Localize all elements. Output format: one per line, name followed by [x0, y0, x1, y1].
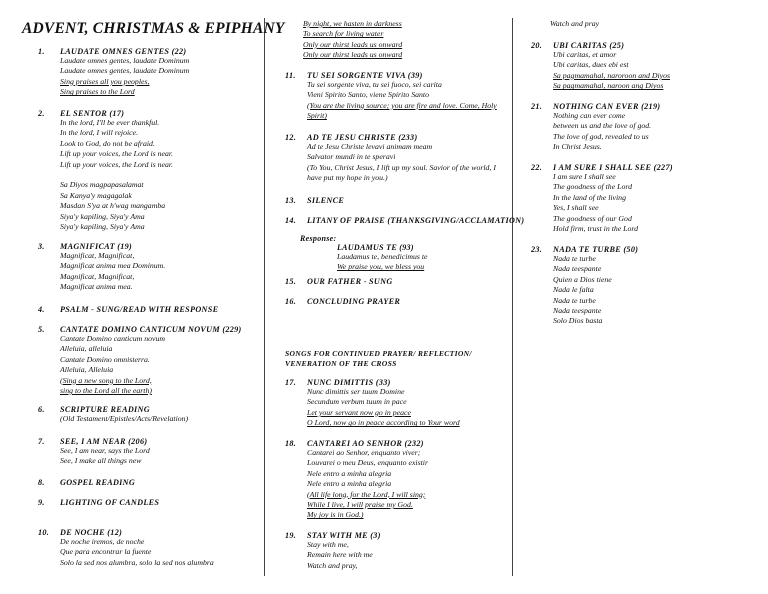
lyric-line: Nunc dimittis ser tuum Domine [307, 387, 405, 396]
song-item [38, 437, 150, 467]
song-heading [285, 277, 393, 286]
song-title: GOSPEL READING [60, 478, 136, 487]
item-number: 17. [285, 378, 297, 387]
song-heading [531, 245, 638, 254]
song-item [285, 196, 344, 205]
song-heading [38, 109, 173, 118]
lyric-line: The goodness of our God [553, 213, 632, 223]
song-title: SCRIPTURE READING [60, 405, 150, 414]
lyric-line: Only our thirst leads us onward [303, 50, 403, 60]
song-title: SILENCE [307, 196, 345, 205]
lyric-line: Magnificat anima mea Dominum. [60, 261, 166, 271]
lyric-line: between us and the love of god. [553, 121, 652, 131]
song-item [531, 163, 673, 234]
song-title: SEE, I AM NEAR (206) [60, 437, 148, 446]
song-heading [38, 405, 188, 414]
item-number: 15. [285, 277, 297, 286]
song-heading [285, 71, 497, 80]
lyric-line: (To You, Christ Jesus, I lift up my soul. Savior of the world, I [307, 162, 496, 172]
item-number: 3. [38, 242, 45, 251]
lyric-line: Sa Kanya'y magagalak [60, 190, 132, 200]
lyric-line: In the lord, I'll be ever thankful. [60, 118, 160, 127]
lyric-line: I am sure I shall see [553, 172, 616, 181]
item-number: 2. [38, 109, 45, 118]
item-number: 20. [531, 41, 543, 50]
lyric-line: Que para encontrar la fuente [60, 547, 152, 557]
lyric-line: Nothing can ever come [553, 111, 626, 120]
litany-song-title: LAUDAMUS TE (93) [337, 243, 414, 252]
lyric-line: Louvarei o meu Deus, enquanto existir [307, 458, 428, 468]
lyric-line: Sa pagmamahal, naroroon and Diyos [553, 70, 671, 80]
lyric-line: Watch and pray, [307, 560, 358, 570]
song-title: STAY WITH ME (3) [307, 531, 381, 540]
song-title: OUR FATHER - SUNG [307, 277, 393, 286]
lyric-line: See, I make all things new [60, 456, 142, 466]
song-heading [38, 528, 214, 537]
song-heading [285, 216, 524, 225]
song-item [38, 498, 159, 507]
song-title: PSALM - SUNG/READ WITH RESPONSE [60, 305, 219, 314]
song-heading [531, 102, 660, 111]
lyric-line: Secundum verbum tuum in pace [307, 397, 407, 407]
song-item [38, 242, 165, 293]
song-heading [38, 498, 159, 507]
lyric-line: Tu sei sorgente viva, tu sei fuoco, sei carita [307, 80, 442, 89]
song-item [38, 305, 218, 314]
lyric-line: Solo Dios basta [553, 316, 603, 326]
lyric-line: Laudate omnes gentes, laudate Dominum [60, 66, 190, 76]
item-number: 4. [38, 305, 45, 314]
song-title: TU SEI SORGENTE VIVA (39) [307, 71, 423, 80]
lyric-line: Cantate Domino omnisterra. [60, 354, 150, 364]
litany-line: We praise you, we bless you [337, 262, 425, 272]
song-heading [285, 133, 496, 142]
lyric-line: Quien a Dios tiene [553, 274, 612, 284]
item-number: 22. [531, 163, 543, 172]
song-item [285, 439, 428, 521]
song-title: NOTHING CAN EVER (219) [553, 102, 661, 111]
item-number: 19. [285, 531, 297, 540]
lyric-line [38, 170, 173, 180]
song-item [531, 245, 638, 327]
item-number: 18. [285, 439, 297, 448]
lyric-line: Cantate Domino canticum novum [60, 334, 166, 343]
song-title: CANTAREI AO SENHOR (232) [307, 439, 424, 448]
lyric-line: The goodness of the Lord [553, 182, 632, 192]
column-divider-left [264, 18, 265, 576]
lyric-line: In the lord, I will rejoice. [60, 128, 139, 138]
lyric-line: Solo la sed nos alumbra, solo la sed nos alumbra [60, 557, 214, 567]
song-item [285, 531, 381, 571]
song-title: I AM SURE I SHALL SEE (227) [553, 163, 673, 172]
lyric-line: Vieni Spirito Santo, viene Spirito Santo [307, 90, 429, 100]
lyric-line: Sa pagmamahal, naroon ang Diyos [553, 81, 664, 91]
song-item [531, 102, 660, 153]
item-number: 21. [531, 102, 543, 111]
song-title: EL SENTOR (17) [60, 109, 125, 118]
lyric-line: O Lord, now go in peace according to Your word [307, 418, 460, 428]
song-item [285, 133, 496, 184]
litany-response-label: Response: [300, 234, 337, 243]
item-number: 1. [38, 47, 45, 56]
item-number: 12. [285, 133, 297, 142]
song-title: CONCLUDING PRAYER [307, 297, 401, 306]
lyric-line: Sa Diyos magpapasalamat [60, 180, 144, 190]
litany-line: Laudamus te, benedicimus te [337, 252, 428, 261]
song-heading [38, 478, 135, 487]
song-item [38, 528, 214, 568]
song-item [38, 109, 173, 232]
song-item [38, 405, 188, 424]
song-title: DE NOCHE (12) [60, 528, 123, 537]
lyric-line: Nada teespante [553, 264, 602, 274]
section-title [285, 349, 472, 369]
lyric-line: Stay with me, [307, 540, 349, 549]
lyric-line: Lift up your voices, the Lord is near. [60, 159, 173, 169]
section-title-line: VENERATION OF THE CROSS [285, 359, 397, 368]
song-item [531, 41, 670, 92]
lyric-line: Watch and pray [550, 19, 600, 28]
song-title: LIGHTING OF CANDLES [60, 498, 160, 507]
item-number: 23. [531, 245, 543, 254]
column-divider-right [512, 18, 513, 576]
lyric-line: Nele entro a minha alegria [307, 468, 392, 478]
lyric-line: Cantarei ao Senhor, enquanto viver; [307, 448, 421, 457]
lyric-line: sing to the Lord all the earth) [60, 386, 152, 396]
lyric-line: My joy is in God.) [307, 510, 364, 520]
lyric-line: In Christ Jesus. [553, 142, 602, 152]
lyric-line: Yes, I shall see [553, 203, 599, 213]
litany-response [300, 234, 428, 273]
item-number: 16. [285, 297, 297, 306]
item-number: 8. [38, 478, 45, 487]
song-title: UBI CARITAS (25) [553, 41, 625, 50]
song-item [285, 216, 524, 225]
lyric-line: (Old Testament/Epistles/Acts/Revelation) [60, 414, 189, 423]
song-title: LAUDATE OMNES GENTES (22) [60, 47, 187, 56]
lyric-line: Magnificat, Magnificat, [60, 251, 135, 260]
item-number: 7. [38, 437, 45, 446]
song-heading [285, 531, 381, 540]
song-heading [38, 242, 165, 251]
lyric-line: Magnificat anima mea. [60, 282, 133, 292]
song-heading [38, 47, 189, 56]
lyric-line: Nada te turbe [553, 254, 596, 263]
lyric-line: Spirit) [307, 111, 327, 121]
song-heading [38, 305, 218, 314]
song-title: CANTATE DOMINO CANTICUM NOVUM (229) [60, 325, 242, 334]
lyric-line: In the land of the living [553, 192, 626, 202]
item-number: 9. [38, 498, 45, 507]
song-heading [531, 41, 670, 50]
lyric-line: Alleluia, Alleluia [60, 365, 114, 375]
song-title: MAGNIFICAT (19) [60, 242, 133, 251]
lyric-line: Magnificat, Magnificat, [60, 271, 135, 281]
lyric-line: Hold firm, trust in the Lord [553, 224, 639, 234]
song-title: NADA TE TURBE (50) [553, 245, 639, 254]
lyric-line: Sing praises to the Lord [60, 87, 135, 97]
lyric-line: (Sing a new song to the Lord, [60, 375, 152, 385]
lyric-line: Ubi caritas, dues ebi est [553, 60, 629, 70]
song-heading [38, 437, 150, 446]
page-title: ADVENT, CHRISTMAS & EPIPHANY [22, 20, 285, 37]
lyric-line: Remain here with me [307, 550, 373, 560]
lyric-line: Let your servant now go in peace [307, 407, 411, 417]
lyric-line: The love of god, revealed to us [553, 131, 649, 141]
lyric-line: Nada le falta [553, 285, 594, 295]
song-heading [531, 163, 673, 172]
lyric-line: Nada teespante [553, 306, 602, 316]
lyric-line: By night, we hasten in darkness [303, 19, 402, 28]
lyric-line: Siya'y kapiling, Siya'y Ama [60, 211, 145, 221]
lyric-line: Alleluia, alleluia [60, 344, 113, 354]
continued-lyrics [550, 19, 599, 29]
lyric-line: Lift up your voices, the Lord is near. [60, 149, 173, 159]
item-number: 6. [38, 405, 45, 414]
song-item [285, 71, 497, 122]
lyric-line: To search for living water [303, 29, 384, 39]
lyric-line: See, I am near, says the Lord [60, 446, 150, 455]
song-title: NUNC DIMITTIS (33) [307, 378, 391, 387]
lyric-line: (You are the living source; you are fire and love. Come, Holy [307, 100, 497, 110]
item-number: 14. [285, 216, 297, 225]
item-number: 10. [38, 528, 50, 537]
lyric-line: Nada te turbe [553, 295, 596, 305]
song-item [285, 378, 460, 429]
song-item [285, 297, 400, 306]
lyric-line: Laudate omnes gentes, laudate Dominum [60, 56, 190, 65]
lyric-line: Only our thirst leads us onward [303, 39, 403, 49]
lyric-line: Sing praises all you peoples, [60, 76, 150, 86]
lyric-line: Masdan S'ya at h'wag mangamba [60, 201, 166, 211]
continued-lyrics [303, 19, 402, 61]
lyric-line: While I live, I will praise my God. [307, 500, 413, 510]
lyric-line: Salvator mundi in te speravi [307, 152, 396, 162]
lyric-line: Nele entro a minha alegria [307, 479, 392, 489]
song-title: AD TE JESU CHRISTE (233) [307, 133, 418, 142]
lyric-line: De noche iremos, de noche [60, 537, 145, 546]
lyric-line: (All life long, for the Lord, I will sing; [307, 489, 426, 499]
lyric-line: Ad te Jesu Christe levavi animam meam [307, 142, 433, 151]
song-heading [285, 439, 428, 448]
song-item [285, 277, 393, 286]
section-title-line: SONGS FOR CONTINUED PRAYER/ REFLECTION/ [285, 349, 472, 358]
song-item [38, 325, 242, 396]
item-number: 13. [285, 196, 297, 205]
lyric-line: have put my hope in you.) [307, 173, 388, 183]
song-heading [285, 196, 344, 205]
lyric-line: Siya'y kapiling, Siya'y Ama [60, 222, 145, 232]
item-number: 11. [285, 71, 296, 80]
song-item [38, 478, 135, 487]
song-heading [38, 325, 242, 334]
song-item [38, 47, 189, 98]
lyric-line: Look to God, do not be afraid. [60, 138, 155, 148]
lyric-line: Ubi caritas, et amor [553, 50, 617, 59]
song-heading [285, 378, 460, 387]
item-number: 5. [38, 325, 45, 334]
song-title: LITANY OF PRAISE (THANKSGIVING/ACCLAMATION) [307, 216, 525, 225]
song-heading [285, 297, 400, 306]
